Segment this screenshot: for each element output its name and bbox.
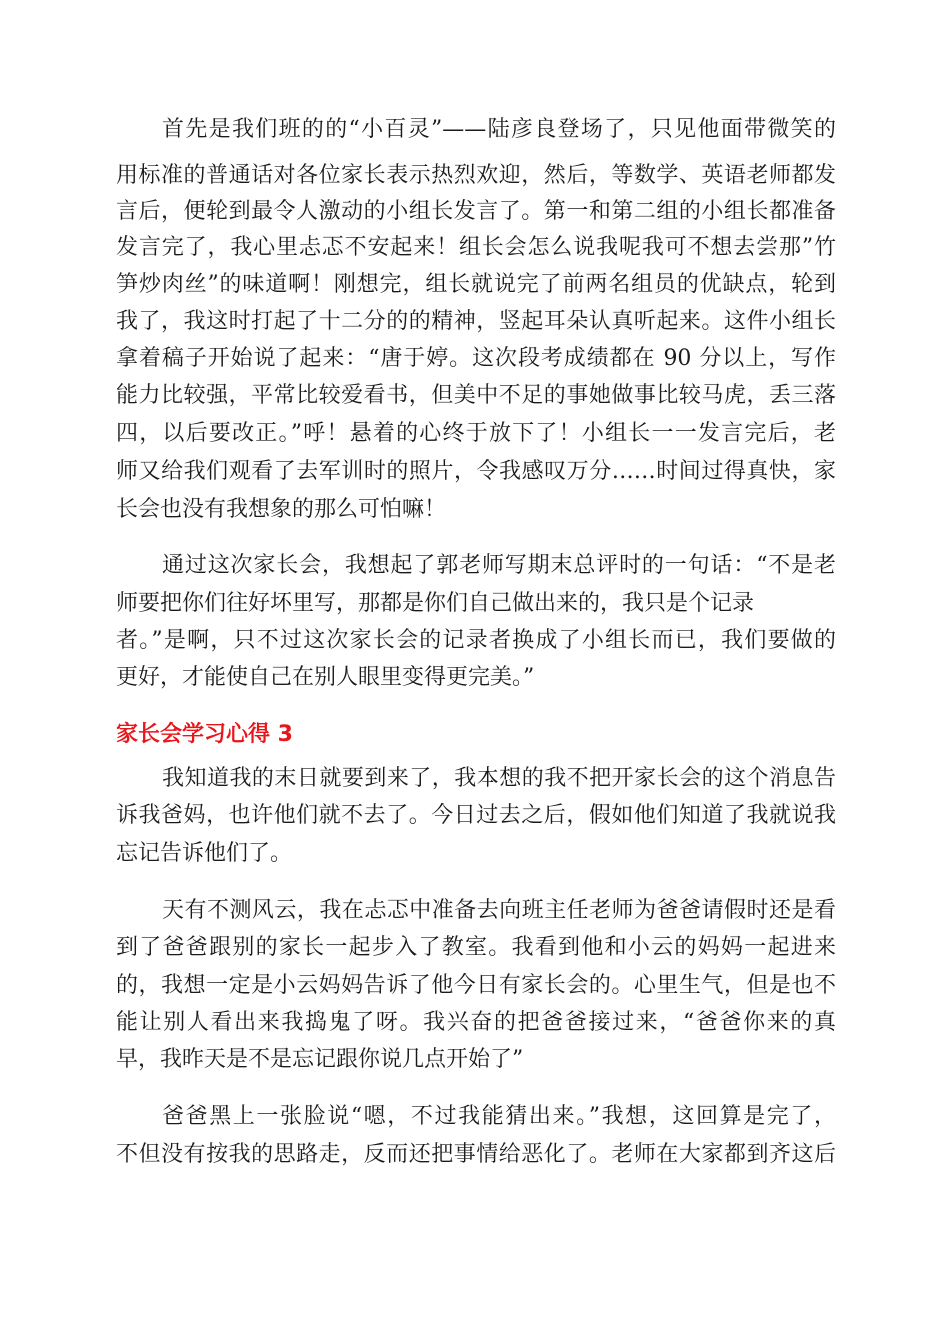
text-line: 更好，才能使自己在别人眼里变得更完美。”	[116, 665, 535, 690]
text-line: 到了爸爸跟别的家长一起步入了教室。我看到他和小云的妈妈一起进来	[116, 935, 836, 960]
text-line: 师又给我们观看了去军训时的照片，令我感叹万分……时间过得真快，家	[116, 459, 836, 484]
text-line: 的，我想一定是小云妈妈告诉了他今日有家长会的。心里生气，但是也不	[116, 973, 836, 998]
text-line: 四，以后要改正。”呼！悬着的心终于放下了！小组长一一发言完后，老	[116, 421, 836, 446]
text-line: 能力比较强，平常比较爱看书，但美中不足的事她做事比较马虎，丢三落	[116, 383, 836, 408]
text-line: 我知道我的末日就要到来了，我本想的我不把开家长会的这个消息告	[162, 766, 836, 791]
text-line: 首先是我们班的的“小百灵”——陆彦良登场了，只见他面带微笑的	[162, 117, 836, 142]
text-line: 诉我爸妈，也许他们就不去了。今日过去之后，假如他们知道了我就说我	[116, 803, 836, 828]
text-line: 爸爸黑上一张脸说“嗯，不过我能猜出来。”我想，这回算是完了，	[162, 1104, 836, 1129]
text-line: 拿着稿子开始说了起来：“唐于婷。这次段考成绩都在 90 分以上，写作	[116, 346, 836, 371]
text-line: 能让别人看出来我捣鬼了呀。我兴奋的把爸爸接过来，“爸爸你来的真	[116, 1010, 836, 1035]
text-line: 言后，便轮到最令人激动的小组长发言了。第一和第二组的小组长都准备	[116, 199, 836, 224]
text-line: 师要把你们往好坏里写，那都是你们自己做出来的，我只是个记录	[116, 591, 755, 616]
text-line: 笋炒肉丝”的味道啊！刚想完，组长就说完了前两名组员的优缺点，轮到	[116, 272, 836, 297]
text-line: 用标准的普通话对各位家长表示热烈欢迎，然后，等数学、英语老师都发	[116, 163, 836, 188]
text-line: 长会也没有我想象的那么可怕嘛！	[116, 497, 447, 522]
text-line: 通过这次家长会，我想起了郭老师写期末总评时的一句话：“不是老	[162, 553, 836, 578]
text-line: 不但没有按我的思路走，反而还把事情给恶化了。老师在大家都到齐这后	[116, 1142, 836, 1167]
text-line: 发言完了，我心里忐忑不安起来！组长会怎么说我呢我可不想去尝那”竹	[116, 235, 836, 260]
text-line: 者。”是啊，只不过这次家长会的记录者换成了小组长而已，我们要做的	[116, 628, 836, 653]
text-line: 忘记告诉他们了。	[116, 841, 293, 866]
text-line: 我了，我这时打起了十二分的的精神，竖起耳朵认真听起来。这件小组长	[116, 309, 836, 334]
text-line: 早，我昨天是不是忘记跟你说几点开始了”	[116, 1047, 524, 1072]
text-line: 天有不测风云，我在忐忑中准备去向班主任老师为爸爸请假时还是看	[162, 898, 836, 923]
section-heading: 家长会学习心得 3	[116, 722, 293, 747]
